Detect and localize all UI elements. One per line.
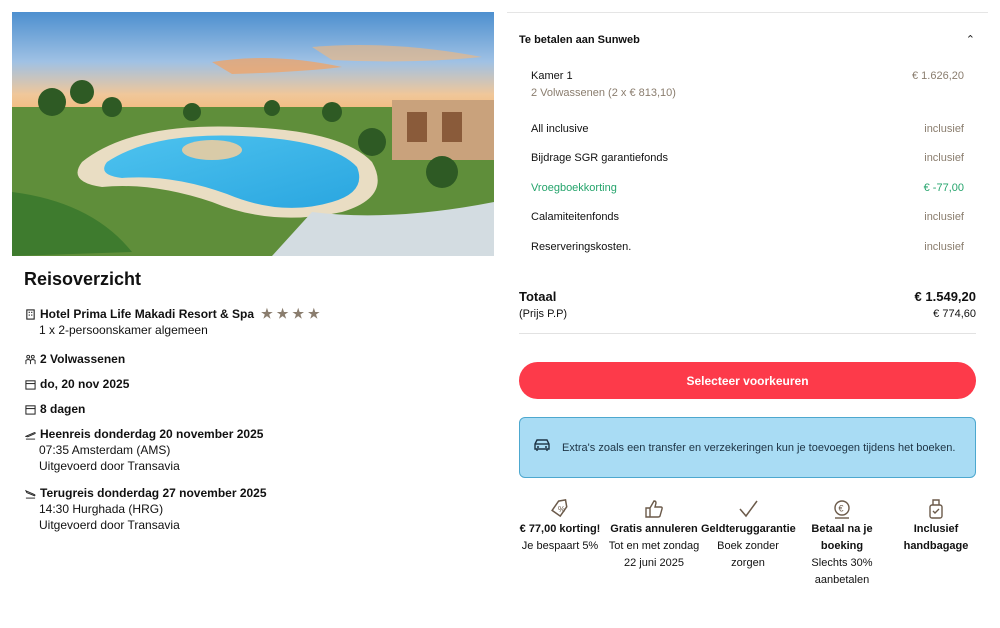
price-row <box>531 241 964 270</box>
checkmark-icon <box>701 497 795 521</box>
outbound-title: Heenreis donderdag 20 november 2025 <box>40 427 264 441</box>
hotel-info <box>24 306 320 338</box>
usp-text: Tot en met zondag 22 juni 2025 <box>608 540 700 569</box>
pp-label: (Prijs P.P) <box>519 308 568 320</box>
room-type: 1 x 2-persoonskamer algemeen <box>39 323 208 337</box>
price-value: inclusief <box>924 211 964 224</box>
price-value: € 1.626,20 <box>912 70 964 82</box>
return-time: 14:30 Hurghada (HRG) <box>39 502 164 516</box>
date-row <box>24 376 129 392</box>
usp-title: € 77,00 korting! <box>519 523 601 535</box>
discount-tag-icon <box>513 497 607 521</box>
price-row <box>531 152 964 181</box>
usp-item <box>513 497 607 589</box>
usp-item <box>889 497 983 589</box>
usp-item <box>701 497 795 589</box>
divider <box>507 12 988 13</box>
price-row <box>531 123 964 152</box>
duration-row <box>24 401 85 417</box>
overview-title: Reisoverzicht <box>24 269 142 289</box>
chevron-up-icon[interactable]: ⌃ <box>965 34 975 46</box>
svg-text:%: % <box>558 505 566 514</box>
luggage-icon <box>889 497 983 521</box>
travel-date: do, 20 nov 2025 <box>40 377 130 391</box>
pp-value: € 774,60 <box>933 308 976 320</box>
payment-section-header[interactable] <box>519 33 975 46</box>
people-icon <box>24 353 36 365</box>
usp-text: Slechts 30% aanbetalen <box>811 557 873 586</box>
price-label: Bijdrage SGR garantiefonds <box>531 152 668 165</box>
price-sublabel: 2 Volwassenen (2 x € 813,10) <box>531 87 676 99</box>
usp-item <box>795 497 889 589</box>
price-label: Kamer 1 <box>531 70 573 82</box>
price-label: All inclusive <box>531 123 589 135</box>
star-icon: ★ <box>292 306 305 321</box>
plane-departure-icon <box>24 428 36 440</box>
travellers: 2 Volwassenen <box>40 352 126 366</box>
notice-text: Extra's zoals een transfer en verzekeringen kun je toevoegen tijdens het boeken. <box>562 441 956 454</box>
price-row-discount <box>531 182 964 211</box>
car-icon <box>532 437 552 458</box>
building-icon <box>24 308 36 320</box>
divider <box>519 333 976 334</box>
outbound-carrier: Uitgevoerd door Transavia <box>39 459 180 473</box>
info-notice <box>519 417 976 478</box>
total-label: Totaal <box>519 289 557 304</box>
price-value: € -77,00 <box>923 181 964 194</box>
usp-text: Je bespaart 5% <box>521 540 599 552</box>
price-value: inclusief <box>924 152 964 165</box>
price-row <box>531 70 964 123</box>
usp-bar <box>513 497 983 589</box>
total-block <box>519 289 976 320</box>
outbound-time: 07:35 Amsterdam (AMS) <box>39 443 171 457</box>
usp-text: Boek zonder zorgen <box>717 540 779 569</box>
star-icon: ★ <box>308 306 320 321</box>
total-value: € 1.549,20 <box>914 289 976 304</box>
plane-arrival-icon <box>24 487 36 499</box>
outbound-flight <box>24 426 263 474</box>
svg-text:€: € <box>838 503 844 514</box>
payment-title: Te betalen aan Sunweb <box>519 33 640 46</box>
usp-title: Gratis annuleren <box>610 523 698 535</box>
price-row <box>531 211 964 240</box>
price-breakdown <box>531 70 964 270</box>
return-flight <box>24 485 267 533</box>
coin-icon <box>795 497 889 521</box>
price-label: Reserveringskosten. <box>531 240 632 253</box>
hotel-name: Hotel Prima Life Makadi Resort & Spa <box>40 307 255 321</box>
star-icon: ★ <box>261 306 273 321</box>
calendar-icon <box>24 378 36 390</box>
price-value: inclusief <box>924 240 964 253</box>
calendar-icon <box>24 403 36 415</box>
usp-title: Betaal na je boeking <box>811 523 873 552</box>
price-value: inclusief <box>924 123 964 135</box>
travel-duration: 8 dagen <box>40 402 86 416</box>
hotel-stars <box>261 307 320 321</box>
select-preferences-button[interactable]: Selecteer voorkeuren <box>519 362 976 399</box>
hotel-photo <box>12 12 494 256</box>
star-icon: ★ <box>276 306 289 321</box>
thumbs-up-icon <box>607 497 701 521</box>
usp-title: Inclusief handbagage <box>903 523 969 552</box>
usp-item <box>607 497 701 589</box>
return-title: Terugreis donderdag 27 november 2025 <box>40 486 267 500</box>
usp-title: Geldteruggarantie <box>701 523 796 535</box>
price-label: Calamiteitenfonds <box>531 211 620 224</box>
price-label: Vroegboekkorting <box>531 181 617 194</box>
travellers-row <box>24 351 125 367</box>
return-carrier: Uitgevoerd door Transavia <box>39 518 180 532</box>
